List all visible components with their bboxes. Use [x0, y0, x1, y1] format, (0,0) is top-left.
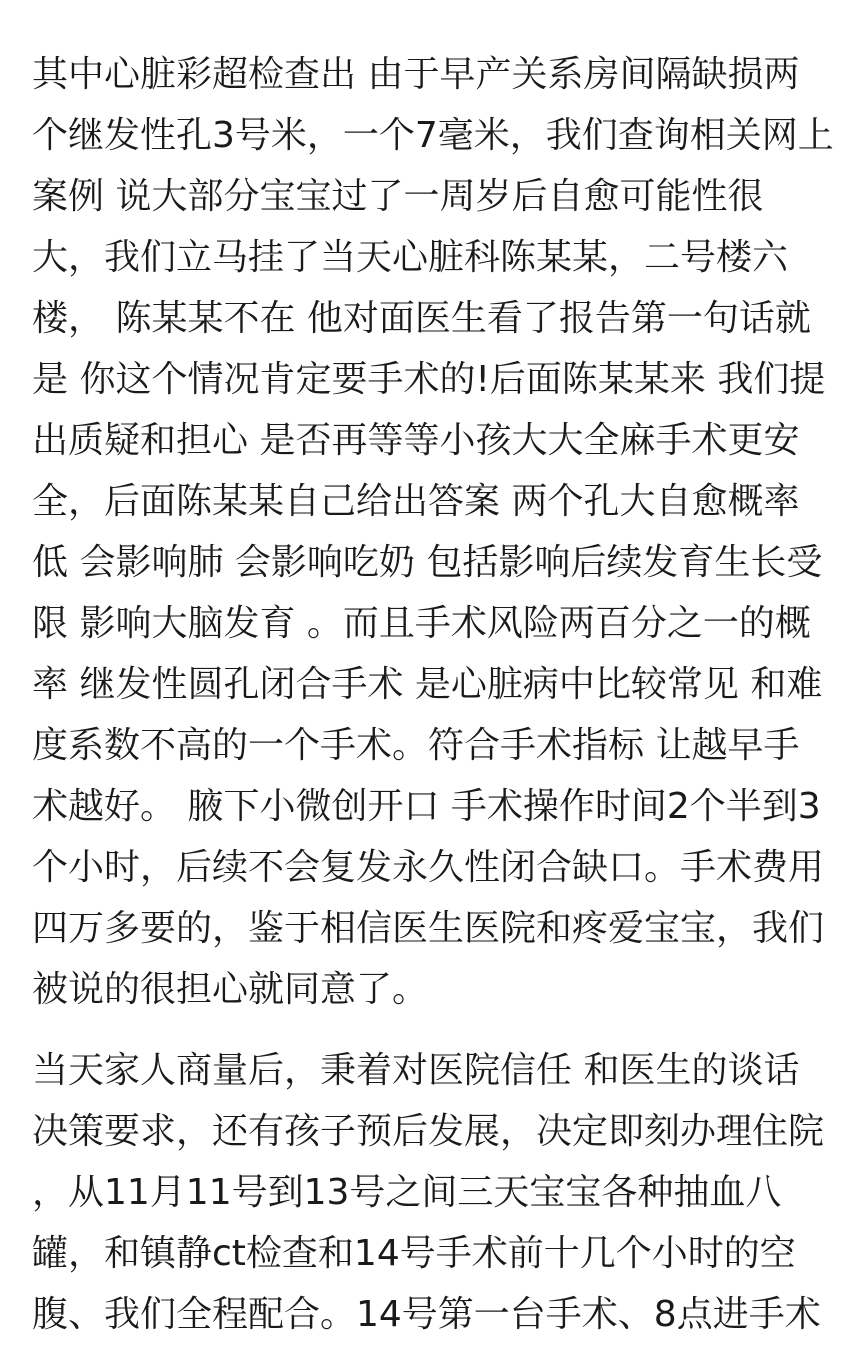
text-line: 全，后面陈某某自己给出答案 两个孔大自愈概率 — [32, 481, 800, 522]
text-line: 术越好。 腋下小微创开口 手术操作时间2个半到3 — [32, 786, 821, 827]
paragraph-1 — [32, 44, 832, 1020]
text-line: 个继发性孔3号米，一个7毫米，我们查询相关网上 — [32, 115, 834, 156]
text-line: 率 继发性圆孔闭合手术 是心脏病中比较常见 和难 — [32, 664, 823, 705]
paragraph-2 — [32, 1040, 832, 1345]
text-line: 腹、我们全程配合。14号第一台手术、8点进手术 — [32, 1294, 821, 1335]
text-line: 楼， 陈某某不在 他对面医生看了报告第一句话就 — [32, 298, 811, 339]
text-line: 个小时，后续不会复发永久性闭合缺口。手术费用 — [32, 847, 825, 888]
text-line: 案例 说大部分宝宝过了一周岁后自愈可能性很 — [32, 176, 764, 217]
text-line: 四万多要的，鉴于相信医生医院和疼爱宝宝，我们 — [32, 908, 825, 949]
text-line: 低 会影响肺 会影响吃奶 包括影响后续发育生长受 — [32, 542, 823, 583]
text-line: 其中心脏彩超检查出 由于早产关系房间隔缺损两 — [32, 54, 800, 95]
text-line: ，从11月11号到13号之间三天宝宝各种抽血八 — [32, 1172, 782, 1213]
text-line: 当天家人商量后，秉着对医院信任 和医生的谈话 — [32, 1050, 800, 1091]
text-line: 是 你这个情况肯定要手术的!后面陈某某来 我们提 — [32, 359, 826, 400]
text-line: 大，我们立马挂了当天心脏科陈某某，二号楼六 — [32, 237, 789, 278]
text-line: 出质疑和担心 是否再等等小孩大大全麻手术更安 — [32, 420, 800, 461]
text-line: 被说的很担心就同意了。 — [32, 969, 429, 1010]
text-line: 决策要求，还有孩子预后发展，决定即刻办理住院 — [32, 1111, 825, 1152]
text-line: 限 影响大脑发育 。而且手术风险两百分之一的概 — [32, 603, 811, 644]
text-line: 罐，和镇静ct检查和14号手术前十几个小时的空 — [32, 1233, 796, 1274]
article-body — [32, 44, 832, 1345]
text-line: 度系数不高的一个手术。符合手术指标 让越早手 — [32, 725, 800, 766]
